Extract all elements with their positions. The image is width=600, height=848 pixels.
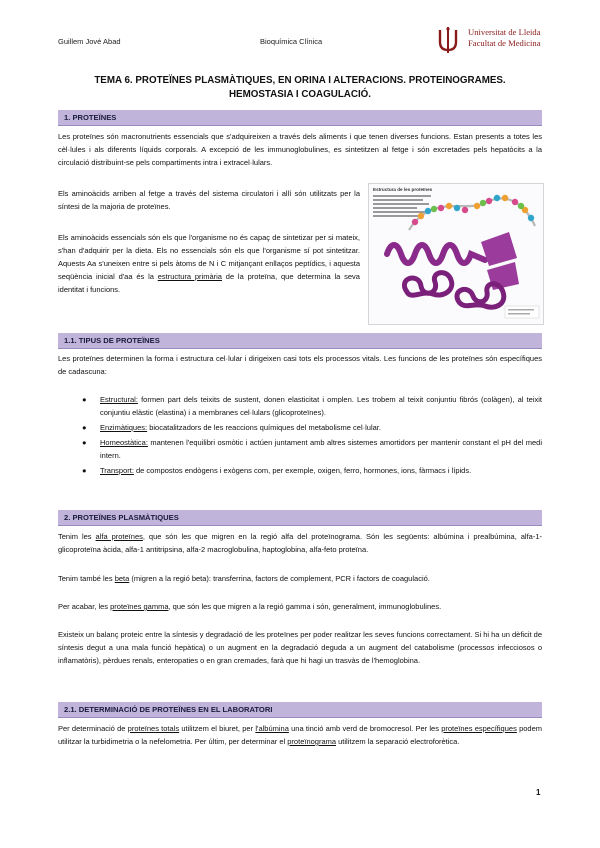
text-run: una tinció amb verd de bromocresol. Per les	[288, 724, 442, 733]
section-heading-proteines: 1. PROTEÏNES	[58, 110, 542, 126]
term-primary-structure: estructura primària	[157, 272, 222, 281]
text-run: , que són les que migren en la regió alfa del proteïnograma. Són les següents: albúmina i prealbúmina, alfa-1-glicoproteïna àcida, alfa-1 antitripsina, alfa-2 macroglobulina, haptoglobina, alfa-feto proteïna.	[58, 532, 543, 554]
text-run: Per determinació de	[58, 724, 128, 733]
header-subject: Bioquímica Clínica	[260, 37, 323, 46]
text-run: Tenim també les	[58, 574, 115, 583]
header-author: Guillem Jové Abad	[58, 37, 121, 46]
list-item-term: Homeostàtica:	[100, 438, 148, 447]
list-item	[80, 464, 542, 477]
bullet-icon: ●	[82, 438, 87, 447]
text-run: Tenim les	[58, 532, 96, 541]
bullet-icon: ●	[82, 466, 87, 475]
page-number: 1	[536, 788, 541, 797]
title-line-2: HEMOSTASIA I COAGULACIÓ.	[228, 89, 372, 100]
protein-types-list	[80, 393, 542, 479]
list-item-text: biocatalitzadors de les reaccions químiques del metabolisme cel·lular.	[147, 423, 381, 432]
title-line-1: TEMA 6. PROTEÏNES PLASMÀTIQUES, EN ORINA I ALTERACIONS. PROTEINOGRAMES.	[94, 75, 506, 86]
paragraph-aminoacids: Els aminoàcids arriben al fetge a través del sistema circulatori i allí són utilitzats per la síntesi de la majoria de proteïnes.	[58, 189, 360, 211]
term-proteinograma: proteïnograma	[287, 737, 337, 746]
list-item-term: Estructural:	[100, 395, 138, 404]
text-run: Per acabar, les	[58, 602, 111, 611]
paragraph-gamma	[58, 600, 542, 613]
institution-line-1: Universitat de Lleida	[468, 27, 541, 37]
paragraph-essential-aminoacids	[58, 231, 360, 296]
term-alfa-proteines: alfa proteïnes	[95, 532, 143, 541]
term-beta: beta	[114, 574, 130, 583]
term-albumina: l'albúmina	[255, 724, 289, 733]
paragraph-tipus-intro: Les proteïnes determinen la forma i estructura cel·lular i dirigeixen casi tots els processos vitals. Les funcions de les proteïnes són específiques de cadascuna:	[58, 354, 542, 376]
section-heading-tipus: 1.1. TIPUS DE PROTEÏNES	[58, 333, 542, 349]
list-item-term: Enzimàtiques:	[100, 423, 148, 432]
protein-structure-icon	[369, 184, 543, 324]
list-item-text: formen part dels teixits de sustent, donen elasticitat i omplen. Les trobem al teixit conjuntiu fibrós (colàgen), al teixit conjuntiu elàstic (elastina) i a membranes cel·lulars (glicoproteïnes).	[100, 395, 542, 417]
text-run: , que són les que migren a la regió gamma i són, generalment, immunoglobulines.	[168, 602, 442, 611]
text-run: de la proteïna, que determina la seva identitat i funcions.	[58, 272, 360, 294]
text-run: utilitzem la separació electroforètica.	[336, 737, 460, 746]
protein-structure-figure	[368, 183, 544, 325]
bullet-icon: ●	[82, 395, 87, 404]
paragraph-balanc-proteic: Existeix un balanç proteic entre la síntesis y degradació de les proteïnes per poder realitzar les seves funcions correctament. Si hi ha un dèficit de síntesis degut a una mala funció hepàtica) o un augment en la degradació deguda a un augment del catabolisme (processos infecciosos o inflamatòris), pèrdues renals, enteropaties o en gran cremades, farà que hi hagi un trasvàs de l'hemoglobina.	[58, 630, 543, 665]
section-heading-plasmatiques: 2. PROTEÏNES PLASMÀTIQUES	[58, 510, 542, 526]
paragraph-beta	[58, 572, 542, 585]
text-run: podem utilitzar la turbidimetria o la nefelometria. Per últim, per determinar el	[58, 724, 542, 746]
text-run: utilitzem el biuret, per	[179, 724, 256, 733]
paragraph-alfa	[58, 530, 542, 556]
bullet-icon: ●	[82, 423, 87, 432]
figure-title: Estructura de les proteïnes	[373, 187, 433, 192]
list-item	[80, 421, 542, 434]
list-item-text: mantenen l'equilibri osmòtic i actúen juntament amb altres sistemes amortidors per mantenir constant el pH del medi intern.	[100, 438, 542, 460]
list-item	[80, 393, 542, 419]
list-item-term: Transport:	[100, 466, 134, 475]
institution-line-2: Facultat de Medicina	[468, 37, 541, 48]
term-proteines-especifiques: proteïnes específiques	[441, 724, 517, 733]
term-proteines-gamma: proteïnes gamma	[110, 602, 169, 611]
section-heading-laboratori: 2.1. DETERMINACIÓ DE PROTEÏNES EN EL LABORATORI	[58, 702, 542, 718]
paragraph-laboratori	[58, 722, 542, 748]
text-run: (migren a la regió beta): transferrina, factors de complement, PCR i factors de coagulació.	[129, 574, 430, 583]
list-item-text: de compostos endògens i exògens com, per exemple, oxigen, ferro, hormones, ions, fàrmacs i lípids.	[133, 466, 472, 475]
term-proteines-totals: proteïnes totals	[127, 724, 180, 733]
document-title	[58, 74, 542, 102]
paragraph-intro: Les proteïnes són macronutrients essencials que s'adquireixen a través dels aliments i que tenen diverses funcions. Estan presents a totes les cèl·lules i als diferents líquids corporals. A excepció de les immunoglobulines, es sintetitzen al fetge i són excretades pels hepatòcits a la circulació distribuint-se pels compartiments intra i extracel·lulars.	[58, 132, 542, 167]
institution-name	[468, 27, 541, 48]
list-item	[80, 436, 542, 462]
text-run: Els aminoàcids essencials són els que l'organisme no és capaç de sintetizar per si mateix, s'han d'adquirir per la dieta. Els no essencials són els que l'organisme sí pot sintetitzar. Aquests Aa s'uneixen entre si pels àtoms de N i C mitjançant enllaços peptídics, i aquesta seqüència inicial d'aa és la	[58, 233, 360, 281]
